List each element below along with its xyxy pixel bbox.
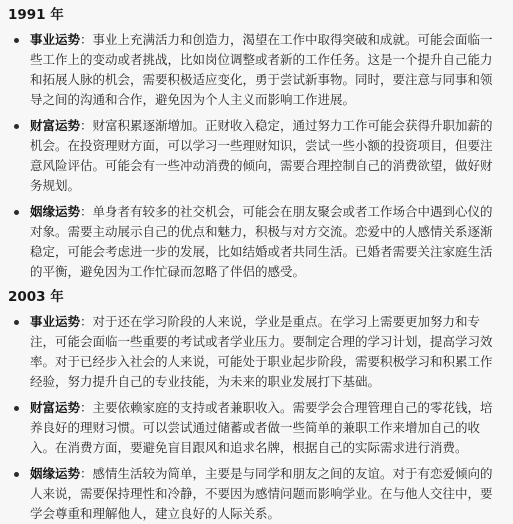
bullet-icon	[14, 320, 19, 325]
item-list	[8, 312, 501, 524]
year-heading: 2003 年	[8, 289, 64, 305]
item-text: ：主要依赖家庭的支持或者兼职收入。需要学会合理管理自己的零花钱，培养良好的理财习惯。可以尝试通过储蓄或者做一些简单的兼职工作来增加自己的收入。在消费方面，要避免盲目跟风和追求名牌，根据自己的实际需求进行消费。	[30, 400, 493, 455]
list-item-marriage	[8, 464, 501, 524]
bullet-icon	[14, 406, 19, 411]
item-text: ：单身者有较多的社交机会，可能会在朋友聚会或者工作场合中遇到心仪的对象。需要主动展示自己的优点和魅力，积极与对方交流。恋爱中的人感情关系逐渐稳定，可能会考虑进一步的发展，比如结婚或者共同生活。已婚者需要关注家庭生活的平衡，避免因为工作忙碌而忽略了伴侣的感受。	[30, 204, 493, 279]
item-label: 财富运势	[30, 118, 81, 133]
item-list	[8, 30, 501, 282]
list-item-marriage	[8, 202, 501, 282]
list-item-wealth	[8, 116, 501, 196]
list-item-wealth	[8, 398, 501, 458]
list-item-career	[8, 30, 501, 110]
year-heading: 1991 年	[8, 7, 64, 23]
item-label: 事业运势	[30, 314, 81, 329]
item-label: 事业运势	[30, 32, 81, 47]
bullet-icon	[14, 472, 19, 477]
bullet-icon	[14, 124, 19, 129]
list-item-career	[8, 312, 501, 392]
bullet-icon	[14, 210, 19, 215]
item-label: 姻缘运势	[30, 204, 81, 219]
item-text: ：感情生活较为简单，主要是与同学和朋友之间的友谊。对于有恋爱倾向的人来说，需要保持理性和冷静，不要因为感情问题而影响学业。在与他人交往中，要学会尊重和理解他人，建立良好的人际关系。	[30, 466, 493, 521]
item-text: ：财富积累逐渐增加。正财收入稳定，通过努力工作可能会获得升职加薪的机会。在投资理财方面，可以学习一些理财知识，尝试一些小额的投资项目，但要注意风险评估。可能会有一些冲动消费的倾向，需要合理控制自己的消费欲望，做好财务规划。	[30, 118, 493, 193]
item-label: 姻缘运势	[30, 466, 81, 481]
bullet-icon	[14, 38, 19, 43]
item-text: ：对于还在学习阶段的人来说，学业是重点。在学习上需要更加努力和专注，可能会面临一些重要的考试或者学业压力。要制定合理的学习计划，提高学习效率。对于已经步入社会的人来说，可能处于职业起步阶段，需要积极学习和积累工作经验，努力提升自己的专业技能，为未来的职业发展打下基础。	[30, 314, 493, 389]
item-text: ：事业上充满活力和创造力，渴望在工作中取得突破和成就。可能会面临一些工作上的变动或者挑战，比如岗位调整或者新的工作任务。这是一个提升自己能力和拓展人脉的机会，需要积极适应变化，勇于尝试新事物。同时，要注意与同事和领导之间的沟通和合作，避免因为个人主义而影响工作进展。	[30, 32, 493, 107]
item-label: 财富运势	[30, 400, 81, 415]
section-1991	[8, 6, 501, 282]
section-2003	[8, 288, 501, 524]
